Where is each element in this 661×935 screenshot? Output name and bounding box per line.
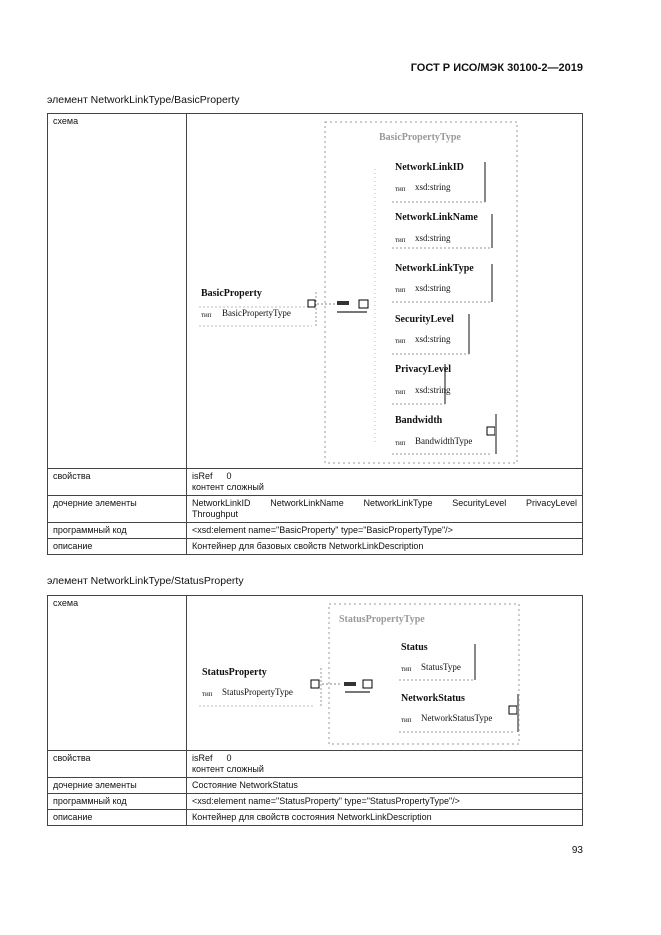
code-row — [48, 523, 583, 539]
child-item: SecurityLevel — [452, 498, 507, 508]
page-number: 93 — [571, 845, 583, 856]
description-value: Контейнер для базовых свойств NetworkLinkDescription — [187, 539, 583, 555]
element-type-prefix-2: тип — [395, 286, 406, 294]
sequence-dots — [337, 301, 349, 305]
element-type-prefix-4: тип — [395, 388, 406, 396]
code-label: программный код — [48, 523, 187, 539]
children-row — [48, 778, 583, 794]
code-label: программный код — [48, 794, 187, 810]
properties-label: свойства — [48, 469, 187, 496]
isref-value: 0 — [226, 471, 232, 481]
code-value: <xsd:element name="BasicProperty" type="BasicPropertyType"/> — [187, 523, 583, 539]
code-row — [48, 794, 583, 810]
element-type-prefix-1: тип — [401, 716, 412, 724]
schema-diagram-status-property — [187, 596, 582, 750]
sequence-box — [363, 680, 372, 688]
child-item: NetworkLinkType — [363, 498, 433, 508]
isref-label: isRef — [192, 753, 213, 763]
children-value: Состояние NetworkStatus — [187, 778, 583, 794]
properties-label: свойства — [48, 751, 187, 778]
schema-label: схема — [48, 114, 187, 469]
element-type-prefix-3: тип — [395, 337, 406, 345]
element-type-1: NetworkStatusType — [421, 713, 493, 723]
isref-value: 0 — [226, 753, 232, 763]
element-type-5: BandwidthType — [415, 436, 473, 446]
root-type-prefix: тип — [201, 311, 212, 319]
element-name-1: NetworkLinkName — [395, 212, 478, 223]
root-type-prefix: тип — [202, 690, 213, 698]
description-label: описание — [48, 539, 187, 555]
children-label: дочерние элементы — [48, 778, 187, 794]
element-name-1: NetworkStatus — [401, 693, 465, 704]
section-title-basic-property: элемент NetworkLinkType/BasicProperty — [47, 94, 240, 106]
sequence-box — [359, 300, 368, 308]
child-item: NetworkLinkName — [270, 498, 344, 508]
element-type-1: xsd:string — [415, 233, 451, 243]
element-type-prefix-0: тип — [401, 665, 412, 673]
children-row — [48, 496, 583, 523]
spec-table-status-property — [47, 595, 583, 826]
element-type-4: xsd:string — [415, 385, 451, 395]
standard-header: ГОСТ Р ИСО/МЭК 30100-2—2019 — [410, 62, 583, 74]
child-item: NetworkLinkID — [192, 498, 251, 508]
child-item: Throughput — [192, 509, 239, 519]
root-element-type: BasicPropertyType — [222, 308, 291, 318]
group-type-label: BasicPropertyType — [379, 132, 461, 143]
schema-row — [48, 596, 583, 751]
root-expand-box — [308, 300, 315, 307]
spec-table-basic-property — [47, 113, 583, 555]
sequence-dots — [344, 682, 356, 686]
element-name-2: NetworkLinkType — [395, 263, 474, 274]
root-element-name: BasicProperty — [201, 288, 262, 299]
properties-row — [48, 751, 583, 778]
isref-label: isRef — [192, 471, 213, 481]
properties-row — [48, 469, 583, 496]
element-name-0: NetworkLinkID — [395, 162, 464, 173]
schema-cell — [187, 596, 583, 751]
group-type-label: StatusPropertyType — [339, 614, 425, 625]
element-type-prefix-0: тип — [395, 185, 406, 193]
element-type-0: StatusType — [421, 662, 461, 672]
content-type: контент сложный — [192, 482, 264, 492]
child-item: PrivacyLevel — [525, 498, 577, 508]
section-title-status-property: элемент NetworkLinkType/StatusProperty — [47, 575, 244, 587]
element-name-0: Status — [401, 642, 428, 653]
description-label: описание — [48, 810, 187, 826]
root-element-type: StatusPropertyType — [222, 687, 293, 697]
description-row — [48, 810, 583, 826]
element-type-2: xsd:string — [415, 283, 451, 293]
element-type-prefix-5: тип — [395, 439, 406, 447]
schema-row — [48, 114, 583, 469]
element-name-4: PrivacyLevel — [395, 364, 452, 375]
content-type: контент сложный — [192, 764, 264, 774]
properties-cell — [187, 751, 583, 778]
root-expand-box — [311, 680, 319, 688]
element-type-0: xsd:string — [415, 182, 451, 192]
element-name-5: Bandwidth — [395, 415, 443, 426]
description-row — [48, 539, 583, 555]
schema-label: схема — [48, 596, 187, 751]
root-element-name: StatusProperty — [202, 667, 267, 678]
element-type-prefix-1: тип — [395, 236, 406, 244]
children-label: дочерние элементы — [48, 496, 187, 523]
element-name-3: SecurityLevel — [395, 314, 454, 325]
schema-diagram-basic-property — [187, 114, 582, 468]
children-cell — [187, 496, 583, 523]
code-value: <xsd:element name="StatusProperty" type="StatusPropertyType"/> — [187, 794, 583, 810]
schema-cell — [187, 114, 583, 469]
description-value: Контейнер для свойств состояния NetworkLinkDescription — [187, 810, 583, 826]
properties-cell — [187, 469, 583, 496]
element-type-3: xsd:string — [415, 334, 451, 344]
